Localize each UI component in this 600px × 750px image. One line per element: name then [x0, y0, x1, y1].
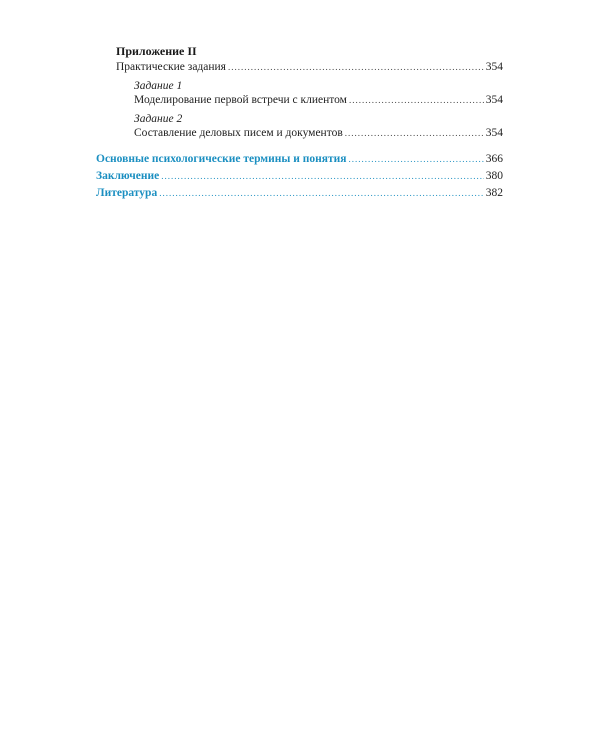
task-1-label: Задание 1: [134, 80, 183, 92]
toc-entry-page: 354: [485, 61, 503, 73]
toc-section-title: Литература: [96, 187, 158, 199]
toc-section-page: 380: [485, 170, 503, 182]
toc-section-title: Основные психологические термины и понятия: [96, 153, 347, 165]
toc-section-conclusion[interactable]: [96, 169, 503, 183]
table-of-contents: [96, 44, 503, 200]
dot-leader: [348, 152, 483, 166]
toc-entry-page: 354: [485, 127, 503, 139]
toc-entry-practical-tasks[interactable]: [116, 60, 503, 74]
toc-section-page: 382: [485, 187, 503, 199]
toc-section-title: Заключение: [96, 170, 160, 182]
toc-entry-title: Практические задания: [116, 61, 226, 73]
toc-section-page: 366: [485, 153, 503, 165]
dot-leader: [345, 126, 484, 140]
task-2-label: Задание 2: [134, 113, 183, 125]
dot-leader: [349, 93, 484, 107]
toc-entry-task-2[interactable]: [134, 126, 503, 140]
toc-entry-title: Составление деловых писем и документов: [134, 127, 343, 139]
appendix-heading: Приложение II: [116, 44, 197, 58]
toc-entry-page: 354: [485, 94, 503, 106]
dot-leader: [159, 186, 484, 200]
toc-section-literature[interactable]: [96, 186, 503, 200]
toc-section-terms[interactable]: [96, 152, 503, 166]
toc-entry-task-1[interactable]: [134, 93, 503, 107]
dot-leader: [161, 169, 484, 183]
dot-leader: [228, 60, 484, 74]
toc-entry-title: Моделирование первой встречи с клиентом: [134, 94, 347, 106]
